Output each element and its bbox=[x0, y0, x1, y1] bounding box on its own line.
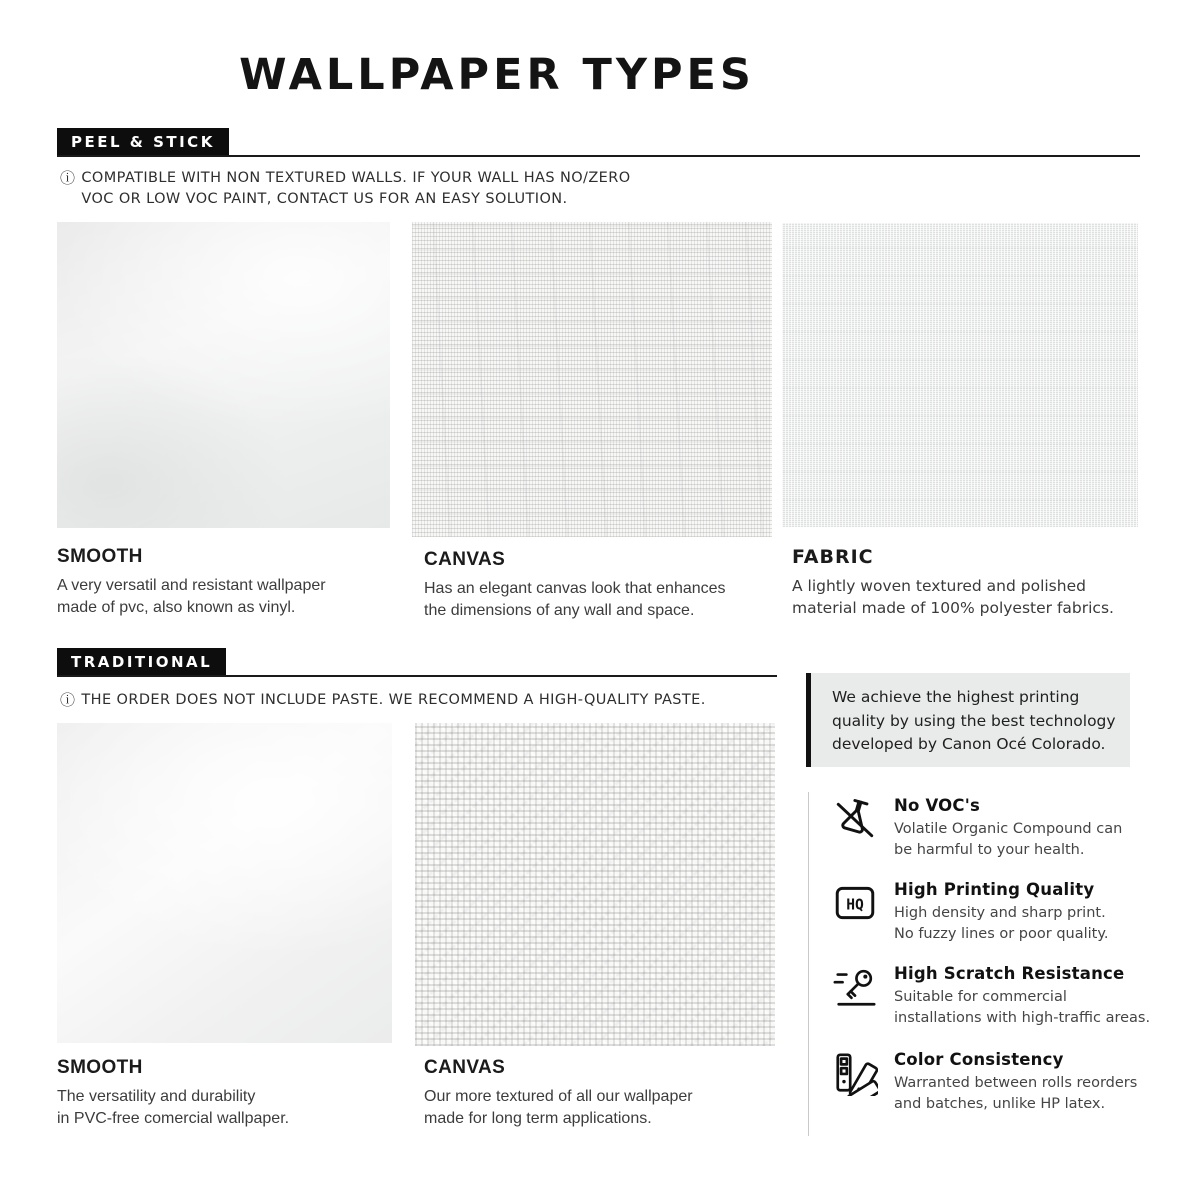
peel-stick-section-header bbox=[57, 128, 1140, 157]
swatch-desc: made for long term applications. bbox=[424, 1110, 652, 1127]
canvas-weave-swatch bbox=[412, 222, 772, 537]
traditional-note bbox=[60, 690, 706, 711]
note-line: COMPATIBLE WITH NON TEXTURED WALLS. IF YOUR WALL HAS NO/ZERO bbox=[81, 170, 631, 186]
quote-line: developed by Canon Océ Colorado. bbox=[832, 735, 1106, 753]
printing-quality-quote bbox=[806, 673, 1130, 767]
peel-stick-label: PEEL & STICK bbox=[57, 128, 229, 155]
feature-title: High Printing Quality bbox=[894, 880, 1095, 899]
fabric-weave-swatch bbox=[782, 223, 1138, 527]
page-title: WALLPAPER TYPES bbox=[239, 50, 755, 100]
note-line: VOC OR LOW VOC PAINT, CONTACT US FOR AN EASY SOLUTION. bbox=[81, 191, 568, 207]
swatch-desc: A lightly woven textured and polished bbox=[792, 577, 1086, 595]
swatch-desc: in PVC-free comercial wallpaper. bbox=[57, 1110, 290, 1127]
feature-desc: Warranted between rolls reorders bbox=[894, 1075, 1138, 1091]
feature-desc: Volatile Organic Compound can bbox=[894, 821, 1123, 837]
hq-badge-icon bbox=[832, 880, 878, 926]
feature-desc: No fuzzy lines or poor quality. bbox=[894, 926, 1109, 942]
swatch-title: SMOOTH bbox=[57, 1057, 143, 1078]
info-icon: ⓘ bbox=[60, 169, 76, 187]
swatch-desc: the dimensions of any wall and space. bbox=[424, 602, 695, 619]
traditional-section-header bbox=[57, 648, 777, 677]
note-text bbox=[81, 168, 630, 210]
swatch-desc: Our more textured of all our wallpaper bbox=[424, 1088, 693, 1105]
smooth-caption bbox=[57, 546, 326, 619]
canvas-caption bbox=[424, 549, 726, 622]
note-text bbox=[81, 690, 705, 711]
feature-text bbox=[894, 796, 1122, 861]
feature-color-consistency bbox=[832, 1050, 1162, 1115]
quote-line: quality by using the best technology bbox=[832, 711, 1116, 730]
smooth-traditional-caption bbox=[57, 1057, 289, 1130]
note-line: THE ORDER DOES NOT INCLUDE PASTE. WE RECOMMEND A HIGH-QUALITY PASTE. bbox=[81, 692, 706, 708]
feature-high-printing-quality bbox=[832, 880, 1162, 945]
feature-title: Color Consistency bbox=[894, 1050, 1064, 1069]
feature-title: High Scratch Resistance bbox=[894, 964, 1125, 983]
feature-text bbox=[894, 1050, 1137, 1115]
quote-line: We achieve the highest printing bbox=[832, 688, 1080, 706]
swatch-title: FABRIC bbox=[792, 546, 874, 568]
swatch-title: CANVAS bbox=[424, 549, 506, 570]
feature-no-vocs bbox=[832, 796, 1162, 861]
peel-stick-note bbox=[60, 168, 631, 210]
fabric-caption bbox=[792, 546, 1114, 619]
traditional-label: TRADITIONAL bbox=[57, 648, 226, 675]
swatch-desc: A very versatil and resistant wallpaper bbox=[57, 577, 326, 594]
features-divider bbox=[808, 792, 809, 1136]
swatch-desc: The versatility and durability bbox=[57, 1088, 256, 1105]
hq-badge-text: HQ bbox=[846, 896, 864, 914]
smooth-vinyl-swatch bbox=[57, 222, 390, 528]
swatch-desc: Has an elegant canvas look that enhances bbox=[424, 580, 726, 597]
feature-desc: installations with high-traffic areas. bbox=[894, 1010, 1151, 1026]
swatch-desc: made of pvc, also known as vinyl. bbox=[57, 599, 296, 616]
info-icon: ⓘ bbox=[60, 691, 76, 709]
feature-desc: be harmful to your health. bbox=[894, 842, 1085, 858]
feature-desc: High density and sharp print. bbox=[894, 905, 1106, 921]
swatch-desc: material made of 100% polyester fabrics. bbox=[792, 599, 1114, 617]
feature-desc: Suitable for commercial bbox=[894, 989, 1067, 1005]
scratch-resistance-key-icon bbox=[832, 964, 878, 1010]
coarse-canvas-swatch bbox=[415, 723, 775, 1046]
feature-desc: and batches, unlike HP latex. bbox=[894, 1096, 1106, 1112]
swatch-title: SMOOTH bbox=[57, 546, 143, 567]
no-voc-flask-icon bbox=[832, 796, 878, 842]
feature-text bbox=[894, 880, 1108, 945]
smooth-pvc-free-swatch bbox=[57, 723, 392, 1043]
canvas-traditional-caption bbox=[424, 1057, 693, 1130]
feature-text bbox=[894, 964, 1150, 1029]
feature-title: No VOC's bbox=[894, 796, 980, 815]
feature-high-scratch-resistance bbox=[832, 964, 1162, 1029]
swatch-title: CANVAS bbox=[424, 1057, 506, 1078]
color-swatch-fan-icon bbox=[832, 1050, 878, 1096]
